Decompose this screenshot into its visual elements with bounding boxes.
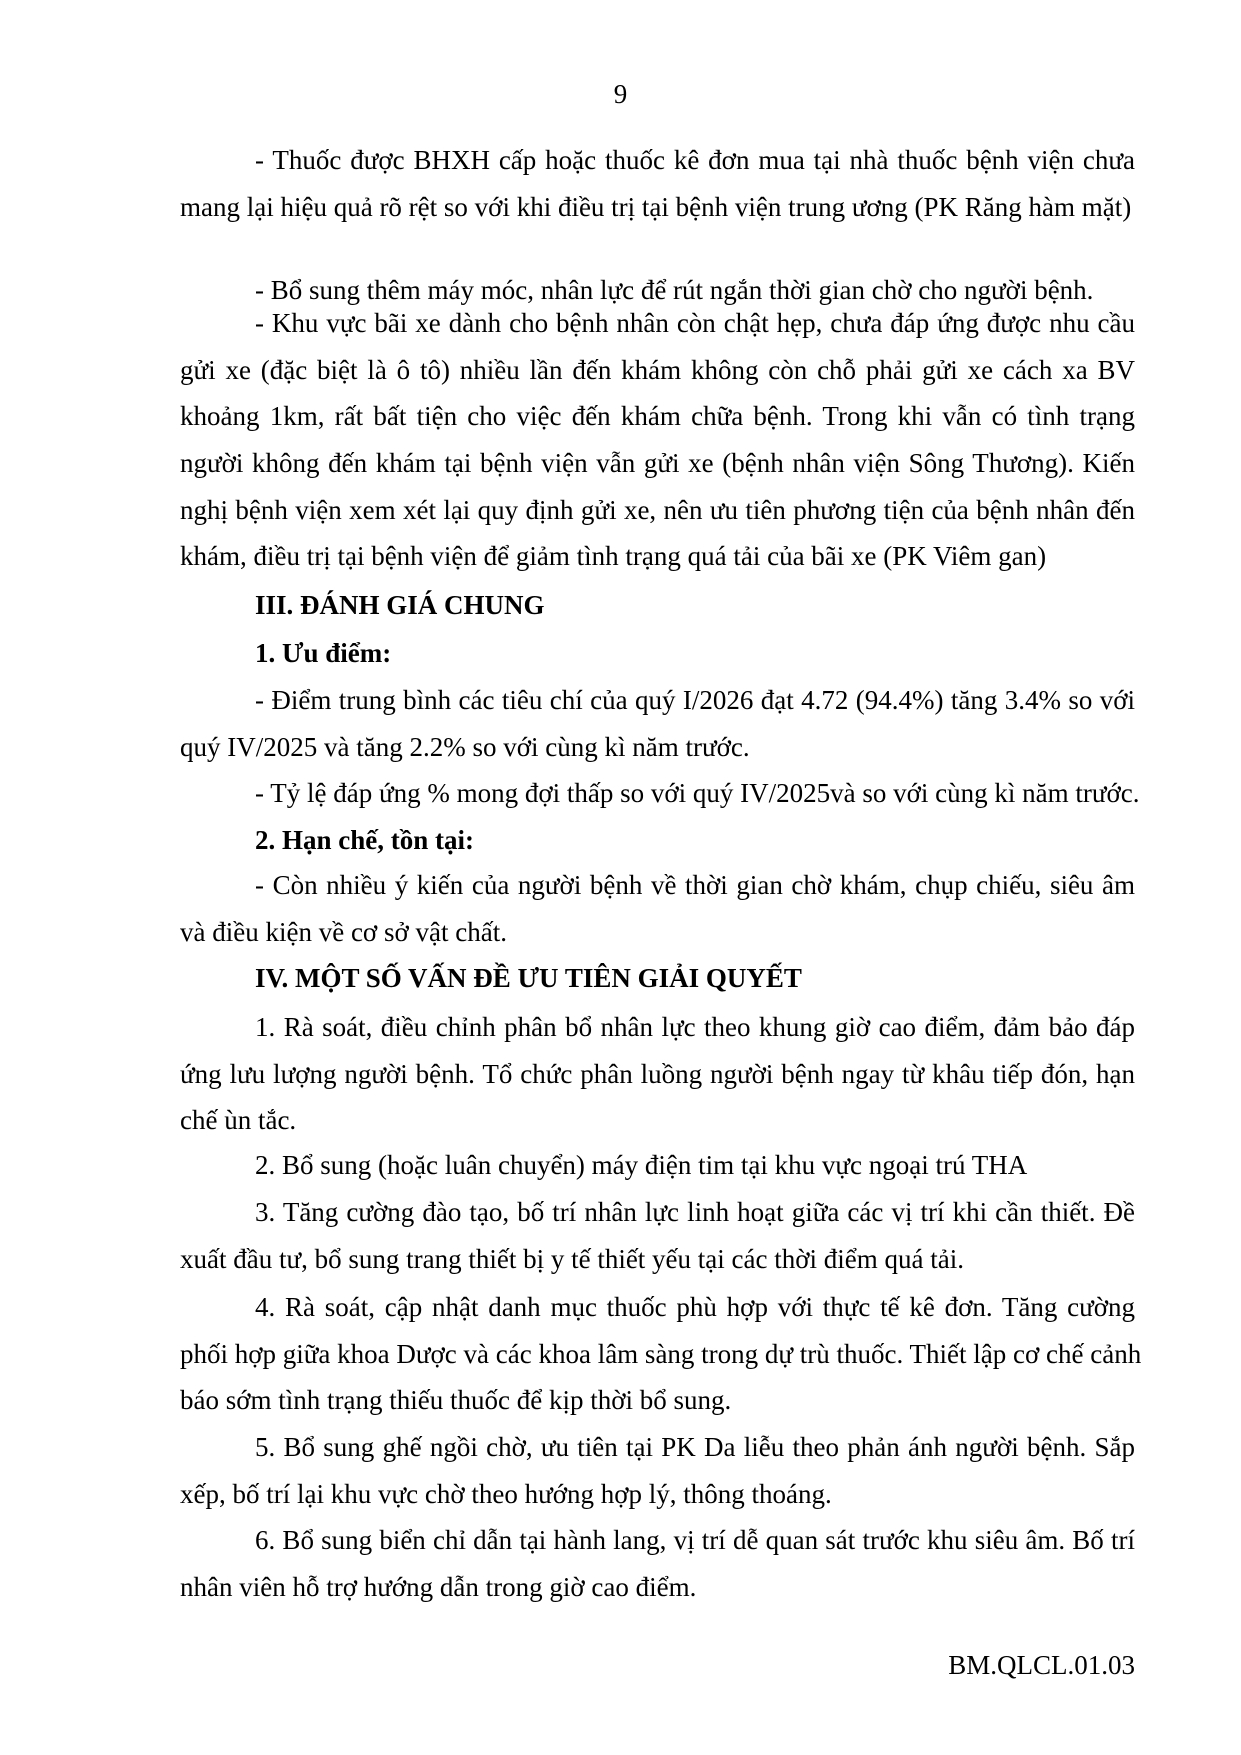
- text-line: 2. Hạn chế, tồn tại:: [255, 825, 474, 855]
- paragraph: [180, 1284, 1142, 1424]
- text-line: - Thuốc được BHXH cấp hoặc thuốc kê đơn mua tại nhà thuốc bệnh viện chưa: [255, 145, 1135, 175]
- paragraph: [180, 1517, 1135, 1610]
- paragraph: [180, 770, 1140, 817]
- text-line: chế ùn tắc.: [180, 1105, 297, 1136]
- page-number: 9: [613, 79, 628, 109]
- paragraph: [180, 1189, 1135, 1282]
- text-line: báo sớm tình trạng thiếu thuốc để kịp thời bổ sung.: [180, 1385, 732, 1416]
- section-heading: [180, 955, 1135, 1002]
- text-line: nghị bệnh viện xem xét lại quy định gửi xe, nên ưu tiên phương tiện của bệnh nhân đến: [180, 494, 1135, 525]
- text-line: xuất đầu tư, bổ sung trang thiết bị y tế thiết yếu tại các thời điểm quá tải.: [180, 1243, 964, 1274]
- form-code-footer: BM.QLCL.01.03: [948, 1650, 1135, 1680]
- paragraph: [180, 1004, 1135, 1144]
- text-line: mang lại hiệu quả rõ rệt so với khi điều trị tại bệnh viện trung ương (PK Răng hàm mặt): [180, 191, 1132, 222]
- section-heading: [180, 817, 1135, 864]
- text-line: 6. Bổ sung biển chỉ dẫn tại hành lang, vị trí dễ quan sát trước khu siêu âm. Bố trí: [255, 1525, 1135, 1555]
- text-line: ứng lưu lượng người bệnh. Tổ chức phân luồng người bệnh ngay từ khâu tiếp đón, hạn: [180, 1058, 1135, 1089]
- text-line: - Tỷ lệ đáp ứng % mong đợi thấp so với quý IV/2025và so với cùng kì năm trước.: [255, 778, 1140, 808]
- text-line: 1. Rà soát, điều chỉnh phân bổ nhân lực theo khung giờ cao điểm, đảm bảo đáp: [255, 1012, 1135, 1042]
- text-line: nhân viên hỗ trợ hướng dẫn trong giờ cao điểm.: [180, 1571, 697, 1602]
- text-line: xếp, bố trí lại khu vực chờ theo hướng hợp lý, thông thoáng.: [180, 1478, 832, 1509]
- text-line: IV. MỘT SỐ VẤN ĐỀ ƯU TIÊN GIẢI QUYẾT: [255, 963, 802, 993]
- paragraph: [180, 1142, 1135, 1189]
- text-line: gửi xe (đặc biệt là ô tô) nhiều lần đến khám không còn chỗ phải gửi xe cách xa BV: [180, 354, 1135, 385]
- paragraph: [180, 300, 1135, 580]
- paragraph: [180, 862, 1135, 955]
- paragraph: [180, 677, 1135, 770]
- text-line: - Bổ sung thêm máy móc, nhân lực để rút ngắn thời gian chờ cho người bệnh.: [255, 275, 1094, 305]
- text-line: III. ĐÁNH GIÁ CHUNG: [255, 590, 545, 620]
- text-line: khám, điều trị tại bệnh viện để giảm tình trạng quá tải của bãi xe (PK Viêm gan): [180, 541, 1047, 572]
- paragraph: [180, 137, 1135, 230]
- text-line: 4. Rà soát, cập nhật danh mục thuốc phù hợp với thực tế kê đơn. Tăng cường: [255, 1292, 1135, 1322]
- section-heading: [180, 582, 1135, 629]
- text-line: - Còn nhiều ý kiến của người bệnh về thời gian chờ khám, chụp chiếu, siêu âm: [255, 870, 1135, 900]
- text-line: 5. Bổ sung ghế ngồi chờ, ưu tiên tại PK Da liễu theo phản ánh người bệnh. Sắp: [255, 1432, 1135, 1462]
- text-line: - Khu vực bãi xe dành cho bệnh nhân còn chật hẹp, chưa đáp ứng được nhu cầu: [255, 308, 1135, 338]
- text-line: - Điểm trung bình các tiêu chí của quý I/2026 đạt 4.72 (94.4%) tăng 3.4% so với: [255, 685, 1135, 715]
- text-line: và điều kiện về cơ sở vật chất.: [180, 916, 507, 947]
- text-line: phối hợp giữa khoa Dược và các khoa lâm sàng trong dự trù thuốc. Thiết lập cơ chế cảnh: [180, 1338, 1142, 1369]
- section-heading: [180, 630, 1135, 677]
- text-line: 1. Ưu điểm:: [255, 638, 392, 668]
- text-line: người không đến khám tại bệnh viện vẫn gửi xe (bệnh nhân viện Sông Thương). Kiến: [180, 448, 1135, 479]
- text-line: quý IV/2025 và tăng 2.2% so với cùng kì năm trước.: [180, 731, 750, 762]
- paragraph: [180, 1424, 1135, 1517]
- text-line: 3. Tăng cường đào tạo, bố trí nhân lực linh hoạt giữa các vị trí khi cần thiết. Đề: [255, 1197, 1135, 1227]
- text-line: 2. Bổ sung (hoặc luân chuyển) máy điện tim tại khu vực ngoại trú THA: [255, 1150, 1028, 1180]
- text-line: khoảng 1km, rất bất tiện cho việc đến khám chữa bệnh. Trong khi vẫn có tình trạng: [180, 401, 1135, 432]
